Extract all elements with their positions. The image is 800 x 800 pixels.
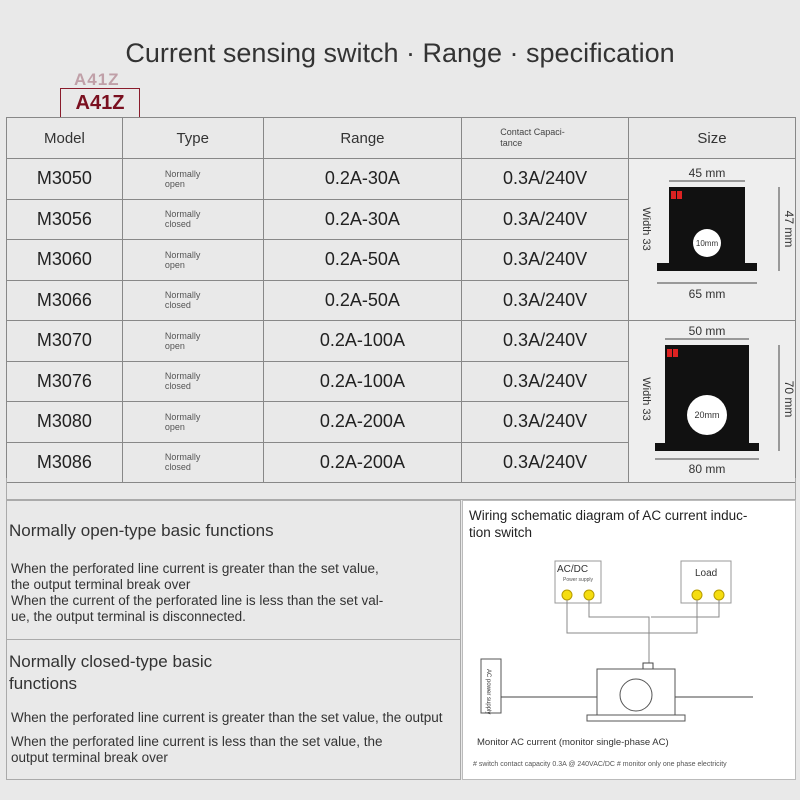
cell-range: 0.2A-50A (263, 240, 462, 281)
cell-capacitance: 0.3A/240V (462, 159, 629, 200)
cell-capacitance: 0.3A/240V (462, 199, 629, 240)
cell-type: Normally closed (122, 199, 263, 240)
terminal-marker (671, 191, 676, 199)
normally-open-text-1: When the perforated line current is greater than the set value, (11, 561, 379, 576)
header-size: Size (628, 118, 795, 159)
wiring-schematic (463, 501, 797, 731)
size-right-label: 70 mm (781, 380, 795, 418)
table-header-row (7, 118, 796, 159)
size-top-label: 50 mm (688, 324, 726, 338)
normally-open-text-3: When the current of the perforated line is less than the set val- (11, 593, 384, 608)
normally-closed-title-1: Normally closed-type basic (9, 652, 213, 671)
hole-size-label: 20mm (694, 410, 720, 420)
spec-table (6, 117, 796, 483)
cell-type: Normally open (122, 159, 263, 200)
cell-capacitance: 0.3A/240V (462, 402, 629, 443)
cell-model: M3060 (7, 240, 123, 281)
hole-size-label: 10mm (695, 239, 719, 248)
header-model: Model (7, 118, 123, 159)
terminal-marker (677, 191, 682, 199)
wiring-caption: Monitor AC current (monitor single-phase AC) (477, 737, 669, 748)
header-capacitance: Contact Capaci- tance (462, 118, 629, 159)
cell-range: 0.2A-100A (263, 321, 462, 362)
load-label: Load (695, 568, 718, 579)
normally-closed-text-2: When the perforated line current is less than the set value, the (11, 734, 383, 749)
wiring-title-line-1: Wiring schematic diagram of AC current induc- (469, 508, 748, 523)
wiring-note: # switch contact capacity 0.3A @ 240VAC/DC # monitor only one phase electricity (473, 761, 727, 768)
cell-model: M3070 (7, 321, 123, 362)
cell-range: 0.2A-30A (263, 159, 462, 200)
normally-open-title: Normally open-type basic functions (9, 521, 274, 540)
sensor-hole (620, 679, 652, 711)
size-diagram-small-cell (628, 159, 795, 321)
size-top-label: 45 mm (688, 166, 726, 180)
cell-capacitance: 0.3A/240V (462, 321, 629, 362)
header-type: Type (122, 118, 263, 159)
normally-closed-section (6, 640, 461, 780)
header-range: Range (263, 118, 462, 159)
size-right-label: 47 mm (781, 210, 795, 248)
size-bottom-label: 65 mm (688, 287, 726, 301)
cell-range: 0.2A-100A (263, 361, 462, 402)
cell-model: M3056 (7, 199, 123, 240)
normally-open-text-2: the output terminal break over (11, 577, 191, 592)
normally-open-text-4: ue, the output terminal is disconnected. (11, 609, 246, 624)
sensor-terminal (643, 663, 653, 669)
sensor-base (657, 263, 757, 271)
cell-type: Normally closed (122, 280, 263, 321)
power-supply-label: Power supply (563, 577, 594, 583)
cell-type: Normally open (122, 321, 263, 362)
wiring-title-line-2: tion switch (469, 525, 533, 540)
cell-type: Normally open (122, 402, 263, 443)
wiring-diagram-panel (462, 500, 796, 780)
size-diagram-large-cell (628, 321, 795, 483)
terminal-marker (673, 349, 678, 357)
cell-model: M3080 (7, 402, 123, 443)
cell-capacitance: 0.3A/240V (462, 240, 629, 281)
page-title: Current sensing switch · Range · specification (125, 38, 675, 68)
table-spacer (6, 478, 796, 500)
logo-badge-text: A41Z (60, 88, 140, 118)
cell-model: M3086 (7, 442, 123, 483)
cell-type: Normally open (122, 240, 263, 281)
cell-model: M3066 (7, 280, 123, 321)
normally-closed-text-3: output terminal break over (11, 750, 168, 765)
ac-supply-label: AC power supply (485, 669, 491, 715)
terminal-marker (667, 349, 672, 357)
cell-range: 0.2A-200A (263, 442, 462, 483)
size-left-label: Width 33 (639, 377, 652, 421)
normally-closed-text-1: When the perforated line current is greater than the set value, the output (11, 710, 443, 725)
cell-capacitance: 0.3A/240V (462, 361, 629, 402)
sensor-base (655, 443, 759, 451)
size-diagram-large (629, 321, 795, 477)
cell-model: M3076 (7, 361, 123, 402)
cell-model: M3050 (7, 159, 123, 200)
cell-type: Normally closed (122, 361, 263, 402)
cell-capacitance: 0.3A/240V (462, 442, 629, 483)
terminal-dot (714, 590, 724, 600)
ac-dc-label: AC/DC (557, 564, 589, 575)
cell-range: 0.2A-200A (263, 402, 462, 443)
functions-panel (6, 500, 461, 780)
terminal-dot (692, 590, 702, 600)
cell-range: 0.2A-50A (263, 280, 462, 321)
size-left-label: Width 33 (639, 207, 652, 251)
cell-type: Normally closed (122, 442, 263, 483)
cell-capacitance: 0.3A/240V (462, 280, 629, 321)
logo-watermark-text: A41Z (74, 70, 120, 89)
size-bottom-label: 80 mm (688, 462, 726, 476)
terminal-dot (562, 590, 572, 600)
current-sensor-base (587, 715, 685, 721)
cell-range: 0.2A-30A (263, 199, 462, 240)
normally-open-section (6, 500, 461, 640)
size-diagram-small (629, 159, 795, 315)
terminal-dot (584, 590, 594, 600)
table-row (7, 321, 796, 362)
normally-closed-title-2: functions (9, 674, 78, 693)
table-row (7, 159, 796, 200)
